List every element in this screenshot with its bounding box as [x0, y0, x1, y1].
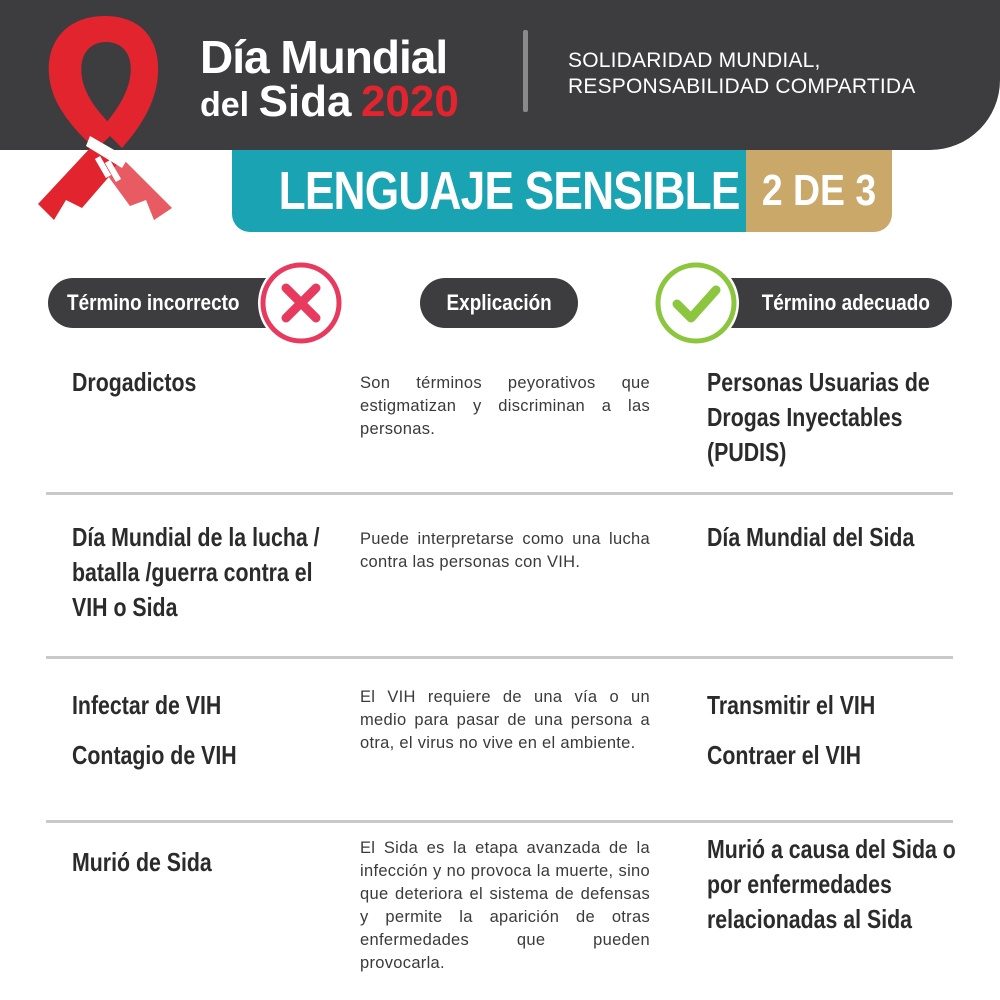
correct-term-4: Murió a causa del Sida o por enfermedades relacionadas al Sida: [707, 834, 956, 934]
header-divider: [523, 30, 528, 112]
event-subtitle: [200, 77, 459, 126]
event-title: Día Mundial: [200, 31, 448, 83]
correct-term-2: Día Mundial del Sida: [707, 522, 915, 552]
motto-line-1: SOLIDARIDAD MUNDIAL,: [568, 49, 821, 72]
explanation-2: Puede interpretarse como una lucha contra las personas con VIH.: [360, 530, 650, 571]
motto-line-2: RESPONSABILIDAD COMPARTIDA: [568, 75, 916, 98]
page-indicator-badge: [746, 150, 892, 232]
incorrect-term-4: Murió de Sida: [72, 847, 212, 877]
red-ribbon-icon: [30, 8, 180, 228]
column-header-explanation: [420, 278, 578, 328]
column-header-correct-label: Término adecuado: [761, 290, 931, 315]
explanation-4: El Sida es la etapa avanzada de la infección y no provoca la muerte, sino que deteriora el sistema de defensas y permite la aparición de otras enfermedades que pueden provocarla.: [360, 839, 650, 972]
event-subtitle-main: Sida: [258, 77, 352, 126]
section-banner: [232, 150, 750, 232]
correct-term-1: Personas Usuarias de Drogas Inyectables (PUDIS): [707, 367, 930, 467]
event-subtitle-prefix: del: [200, 86, 250, 124]
page-indicator: 2 DE 3: [761, 166, 877, 215]
incorrect-term-3: Infectar de VIH Contagio de VIH: [72, 690, 237, 770]
row-divider: [46, 492, 953, 495]
correct-term-3: Transmitir el VIH Contraer el VIH: [707, 690, 876, 770]
explanation-3: El VIH requiere de una vía o un medio para pasar de una persona a otra, el virus no vive en el ambiente.: [360, 688, 650, 752]
x-circle-icon: [258, 260, 344, 346]
section-title: LENGUAJE SENSIBLE: [278, 161, 740, 221]
event-year: 2020: [360, 77, 459, 126]
column-header-explanation-label: Explicación: [446, 290, 552, 315]
incorrect-term-1: Drogadictos: [72, 367, 197, 397]
explanation-1: Son términos peyorativos que estigmatizan y discriminan a las personas.: [360, 374, 650, 438]
row-divider: [46, 656, 953, 659]
column-header-incorrect-label: Término incorrecto: [66, 290, 240, 315]
row-divider: [46, 820, 953, 823]
incorrect-term-2: Día Mundial de la lucha / batalla /guerra contra el VIH o Sida: [72, 522, 320, 622]
check-circle-icon: [653, 260, 739, 346]
motto: [568, 48, 916, 100]
